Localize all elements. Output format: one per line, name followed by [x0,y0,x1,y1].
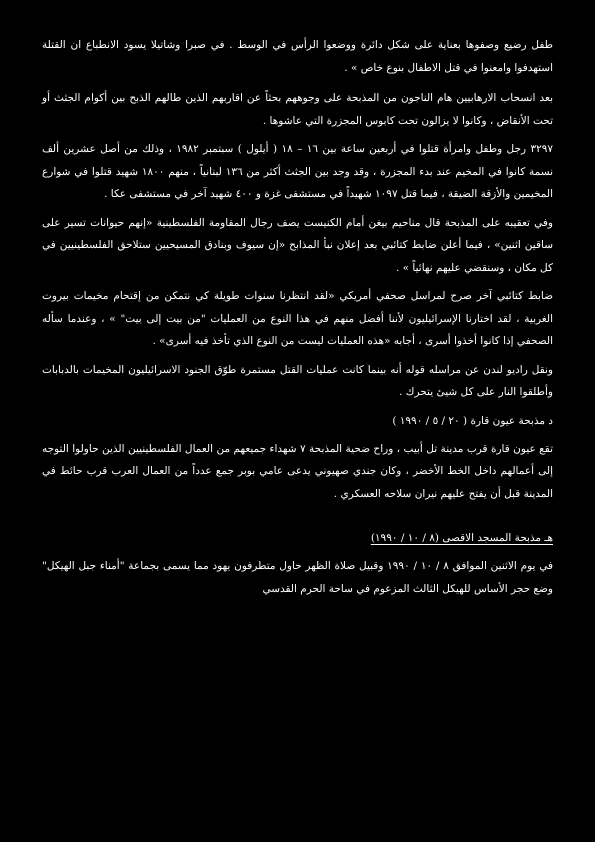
section-heading-ayoun-qara: د مذبحة عيون قارة ( ٢٠ / ٥ / ١٩٩٠ ) [392,414,553,427]
paragraph-6: ونقل راديو لندن عن مراسله قوله أنه بينما كانت عمليات القتل مستمرة طوّق الجنود الاسرائيليون المخيمات بالدبابات وأطلقوا النار على كل شيئ يتحرك . [42,363,553,398]
paragraph-7: تقع عيون قارة قرب مدينة تل أبيب ، وراح ضحية المذبحة ٧ شهداء جميعهم من العمال الفلسطينيين الذين حاولوا التوجه إلى أعمالهم داخل الخط الأخضر ، وكان جندي صهيوني يدعى عامي بوبر جمع عدداً من العمال العرب قرب حائط في المدينة قبل أن يفتح عليهم نيران سلاحه العسكري . [42,442,554,500]
paragraph-4: وفي تعقيبه على المذبحة قال مناحيم بيغن أمام الكنيست يصف رجال المقاومة الفلسطينية «إنهم حيوانات تسير على ساقين اثنين» ، فيما أعلن ضابط كتائبي بعد إعلان نبأ المذابح «إن سيوف وبنادق المسيحيين ستلاحق الفلسطينيين في كل مكان ، وسنقضي عليهم نهائياً » . [42,216,553,274]
paragraph-2: بعد انسحاب الارهابيين هام الناجون من المذبحة على وجوههم بحثاً عن اقاربهم الذين طالهم الذبح بين أكوام الجثث أو تحت الأنقاض ، وكانوا لا يزالون تحت كابوس المجزرة التي عاشوها . [42,92,553,127]
paragraph-3: ٣٢٩٧ رجل وطفل وامرأة قتلوا في أربعين ساعة بين ١٦ – ١٨ ( أيلول ) سبتمبر ١٩٨٢ ، وذلك من أصل عشرين ألف نسمة كانوا في المخيم عند بدء المجزرة ، وقد وجد بين الجثث أكثر من ١٣٦ لبنانياً ، منهم ١٨٠٠ شهيد قتلوا في شوارع المخيمين والأزقة الضيقة ، فيما قتل ١٠٩٧ شهيداً في مستشفى غزة و ٤٠٠ شهيد آخر في مستشفى عكا . [42,143,554,200]
paragraph-8: في يوم الاثنين الموافق ٨ / ١٠ / ١٩٩٠ وقبيل صلاة الظهر حاول متطرفون يهود مما يسمى بجماعة "أمناء جبل الهيكل" وضع حجر الأساس للهيكل الثالث المزعوم في ساحة الحرم القدسي [42,560,553,595]
paragraph-1: طفل رضيع وصفوها بعناية على شكل دائرة ووضعوا الرأس في الوسط . في صبرا وشاتيلا يسود الانطباع ان القتلة استهدفوا وامعنوا في قتل الاطفال بنوع خاص » . [42,39,553,74]
paragraph-5: ضابط كتائبي آخر صرح لمراسل صحفي أمريكي «لقد انتظرنا سنوات طويلة كي نتمكن من إقتحام مخيمات بيروت الغربية ، لقد اختارنا الإسرائيليون لأننا أفضل منهم في هذا النوع من العمليات "من بيت إلى بيت" » ، وعندما سأله الصحفي إذا كانوا أخذوا أسرى ، أجابه «هذه العمليات ليست من النوع الذي تأخذ فيه أسرى» . [42,290,553,347]
section-heading-al-aqsa: هـ مذبحة المسجد الاقصى (٨ / ١٠ / ١٩٩٠) [370,532,553,544]
